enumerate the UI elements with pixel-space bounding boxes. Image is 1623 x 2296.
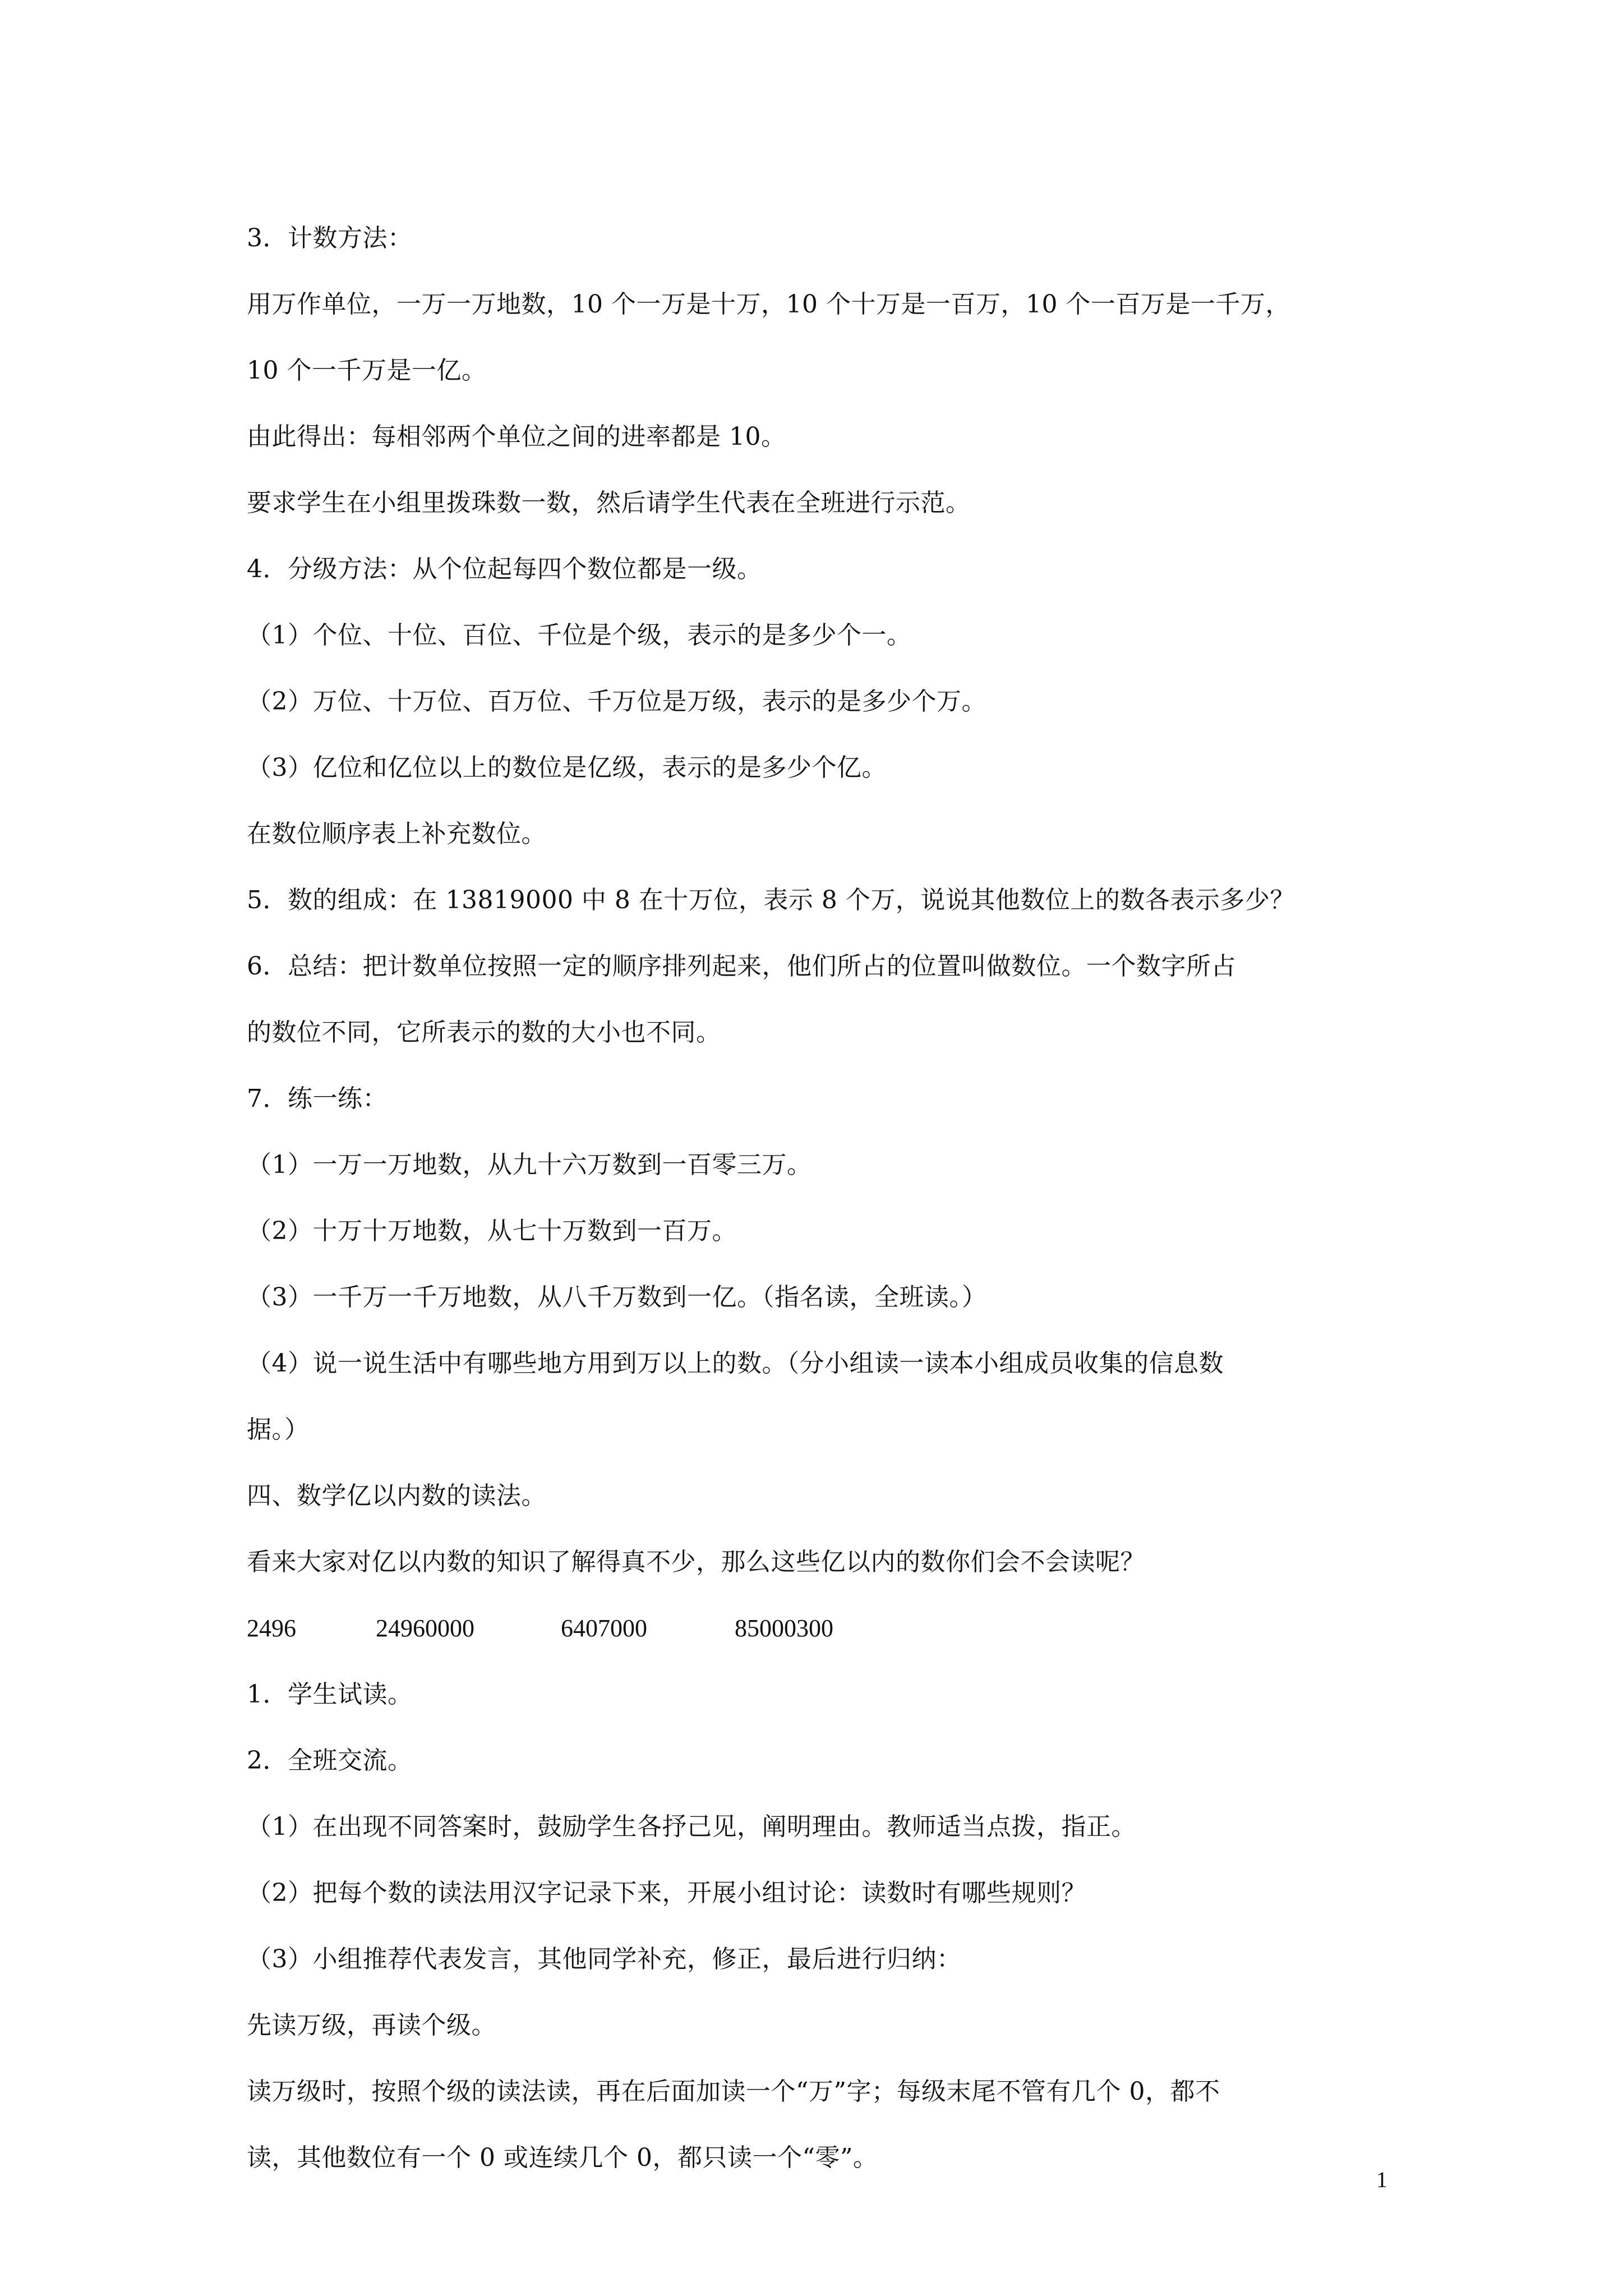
example-numbers-row [247, 1595, 1391, 1662]
list-item: 2．全班交流。 [247, 1746, 413, 1775]
list-item: （3）一千万一千万地数，从八千万数到一亿。（指名读，全班读。） [247, 1283, 987, 1312]
list-item: （3）亿位和亿位以上的数位是亿级，表示的是多少个亿。 [247, 753, 887, 782]
paragraph-line: 先读万级，再读个级。 [247, 2011, 496, 2040]
paragraph-line: 由此得出：每相邻两个单位之间的进率都是 10。 [247, 422, 786, 451]
example-number: 2496 [247, 1614, 296, 1642]
list-item: 1．学生试读。 [247, 1680, 413, 1709]
page-number: 1 [1376, 2167, 1387, 2192]
list-item: （1）个位、十位、百位、千位是个级，表示的是多少个一。 [247, 621, 912, 650]
document-body [247, 205, 1391, 2191]
list-item: （1）在出现不同答案时，鼓励学生各抒己见，阐明理由。教师适当点拨，指正。 [247, 1812, 1136, 1841]
paragraph-line: 的数位不同，它所表示的数的大小也不同。 [247, 1018, 721, 1047]
paragraph-line: 据。） [247, 1415, 310, 1444]
list-item: （2）十万十万地数，从七十万数到一百万。 [247, 1217, 737, 1245]
heading-summary: 6．总结：把计数单位按照一定的顺序排列起来，他们所占的位置叫做数位。一个数字所占 [247, 952, 1236, 981]
list-item: （2）万位、十万位、百万位、千万位是万级，表示的是多少个万。 [247, 687, 986, 716]
paragraph-line: 看来大家对亿以内数的知识了解得真不少，那么这些亿以内的数你们会不会读呢？ [247, 1548, 1145, 1576]
paragraph-line: 读，其他数位有一个 0 或连续几个 0，都只读一个“零”。 [247, 2143, 878, 2172]
heading-number-composition: 5．数的组成：在 13819000 中 8 在十万位，表示 8 个万，说说其他数位上的数各表示多少？ [247, 886, 1295, 914]
paragraph-line: 读万级时，按照个级的读法读，再在后面加读一个“万”字；每级末尾不管有几个 0，都不 [247, 2077, 1220, 2106]
list-item: （2）把每个数的读法用汉字记录下来，开展小组讨论：读数时有哪些规则？ [247, 1879, 1086, 1907]
paragraph-line: 在数位顺序表上补充数位。 [247, 820, 546, 848]
example-number: 24960000 [376, 1614, 474, 1642]
list-item: （3）小组推荐代表发言，其他同学补充，修正，最后进行归纳： [247, 1945, 962, 1973]
list-item: （1）一万一万地数，从九十六万数到一百零三万。 [247, 1151, 812, 1179]
example-number: 6407000 [561, 1614, 647, 1642]
paragraph-line: 10 个一千万是一亿。 [247, 356, 487, 385]
heading-practice: 7．练一练： [247, 1084, 388, 1113]
paragraph-line: 用万作单位，一万一万地数，10 个一万是十万，10 个十万是一百万，10 个一百万是一千万， [247, 290, 1290, 319]
list-item: （4）说一说生活中有哪些地方用到万以上的数。（分小组读一读本小组成员收集的信息数 [247, 1349, 1224, 1378]
heading-grouping-method: 4．分级方法：从个位起每四个数位都是一级。 [247, 555, 762, 583]
heading-counting-method: 3．计数方法： [247, 224, 413, 252]
paragraph-line: 要求学生在小组里拨珠数一数，然后请学生代表在全班进行示范。 [247, 489, 971, 517]
example-number: 85000300 [735, 1614, 833, 1642]
section-heading-reading: 四、数学亿以内数的读法。 [247, 1481, 546, 1510]
